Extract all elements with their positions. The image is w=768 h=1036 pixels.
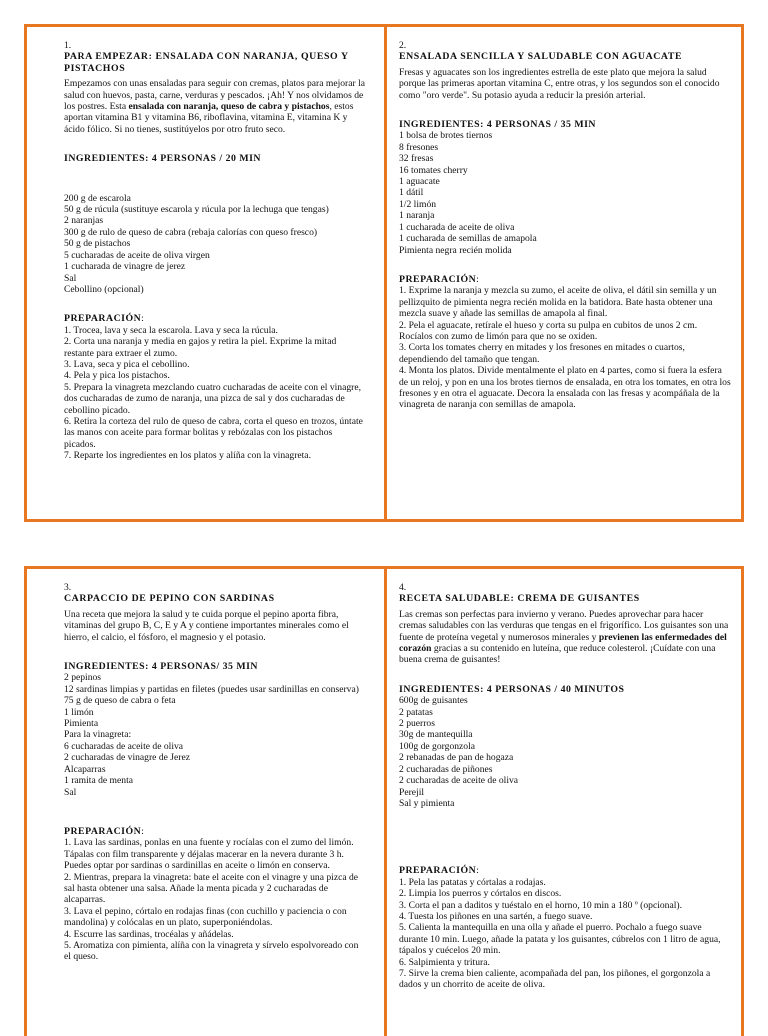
list-item: Alcaparras (64, 763, 106, 775)
recipe-card-bottom (24, 566, 744, 1036)
list-item: 4. Monta los platos. Divide mentalmente el plato en 4 partes, como si fuera la esfera de un reloj, y pon en una los brotes tiernos de ensalada, en otra los tomates, en otra los fresones y en otra el aguacate. Decora la ensalada con las fresas y acompáñala de la vinagreta de naranja con semillas de amapola. (399, 365, 731, 411)
list-item: 2 pepinos (64, 672, 102, 684)
intro-highlight: ensalada con naranja, queso de cabra y pistachos (128, 101, 330, 113)
preparation-heading: PREPARACIÓN: (64, 825, 145, 837)
recipe-title: CARPACCIO DE PEPINO CON SARDINAS (64, 593, 275, 605)
recipe-number: 4. (399, 582, 407, 593)
recipe-number: 2. (399, 40, 407, 51)
recipe-title: PARA EMPEZAR: ENSALADA CON NARANJA, QUESO Y PISTACHOS (64, 51, 349, 74)
list-item: 1 limón (64, 706, 94, 718)
list-item: 2 patatas (399, 706, 433, 718)
recipe-1 (27, 27, 384, 462)
list-item: 300 g de rulo de queso de cabra (rebaja calorías con queso fresco) (64, 226, 318, 238)
list-item: 5. Aromatiza con pimienta, alíña con la vinagreta y sírvelo espolvoreado con el queso. (64, 939, 359, 963)
list-item: 200 g de escarola (64, 192, 131, 204)
recipe-title: RECETA SALUDABLE: CREMA DE GUISANTES (399, 593, 640, 605)
list-item: 2. Corta una naranja y media en gajos y retira la piel. Exprime la mitad restante para extraer el zumo. (64, 336, 337, 359)
recipe-4 (387, 569, 741, 991)
list-item: 2 naranjas (64, 215, 104, 227)
ingredients-list (399, 695, 731, 809)
list-item: 600g de guisantes (399, 695, 468, 707)
preparation-heading: PREPARACIÓN: (399, 865, 480, 877)
list-item: 1 cucharada de semillas de amapola (399, 233, 537, 245)
list-item: 5. Prepara la vinagreta mezclando cuatro cucharadas de aceite con el vinagre, dos cucharadas de zumo de naranja, una pizca de sal y dos cucharadas de cebollino picado. (64, 381, 361, 416)
list-item: 2. Mientras, prepara la vinagreta: bate el aceite con el vinagre y una pizca de sal hasta obtener una salsa. Añade la menta picada y 2 cucharadas de alcaparras. (64, 871, 359, 906)
list-item: 30g de mantequilla (399, 729, 473, 741)
list-item: 1 ramita de menta (64, 775, 133, 787)
list-item: 2 cucharadas de vinagre de Jerez (64, 752, 190, 764)
list-item: 3. Corta los tomates cherry en mitades y los fresones en mitades o cuartos, dependiendo del tamaño que tengan. (399, 342, 685, 365)
list-item: Sal y pimienta (399, 797, 455, 809)
list-item: Sal (64, 786, 77, 798)
preparation-heading: PREPARACIÓN: (64, 313, 145, 325)
list-item: 4. Escurre las sardinas, trocéalas y añádelas. (64, 928, 234, 940)
list-item: 3. Corta el pan a daditos y tuéstalo en el horno, 10 min a 180 º (opcional). (399, 899, 682, 911)
recipe-3 (27, 569, 384, 963)
list-item: 6. Salpimienta y tritura. (399, 956, 490, 968)
list-item: 1/2 limón (399, 198, 437, 210)
ingredients-list (64, 193, 366, 296)
list-item: 4. Tuesta los piñones en una sartén, a fuego suave. (399, 910, 593, 922)
list-item: 2. Pela el aguacate, retírale el hueso y corta su pulpa en cubitos de unos 2 cm. Rocíalos con zumo de limón para que no se oxiden. (399, 319, 698, 342)
recipe-intro: Empezamos con unas ensaladas para seguir con cremas, platos para mejorar la salud con huevos, pasta, carne, verduras y pescados. ¡Ah! Y nos olvidamos de los postres. Esta ensalada con naranja, queso de cabra y pistachos, estos aportan vitamina B1 y vitamina B6, riboflavina, vitamina E, vitamina K y ácido fólico. Si no tienes, sustitúyelos por otro fruto seco. (64, 78, 366, 135)
list-item: 16 tomates cherry (399, 164, 468, 176)
list-item: 4. Pela y pica los pistachos. (64, 370, 170, 382)
list-item: 1. Trocea, lava y seca la escarola. Lava y seca la rúcula. (64, 324, 278, 336)
list-item: 1 bolsa de brotes tiernos (399, 130, 493, 142)
list-item: 5 cucharadas de aceite de oliva virgen (64, 249, 210, 261)
recipe-number: 3. (64, 582, 72, 593)
list-item: 6 cucharadas de aceite de oliva (64, 740, 184, 752)
list-item: Sal (64, 272, 77, 284)
recipe-number: 1. (64, 40, 72, 51)
list-item: 7. Sirve la crema bien caliente, acompañada del pan, los piñones, el gorgonzola a dados y un chorrito de aceite de oliva. (399, 967, 711, 991)
preparation-heading: PREPARACIÓN: (399, 273, 480, 285)
list-item: 32 fresas (399, 153, 434, 165)
intro-highlight: previenen las enfermedades del corazón (399, 631, 727, 655)
list-item: Cebollino (opcional) (64, 283, 144, 295)
ingredients-list (399, 130, 731, 255)
list-item: 2 cucharadas de aceite de oliva (399, 775, 519, 787)
recipe-intro: Las cremas son perfectas para invierno y verano. Puedes aprovechar para hacer cremas saludables con las verduras que tengas en el frigorífico. Los guisantes son una fuente de proteína vegetal y numerosos minerales y previenen las enfermedades del corazón gracias a su contenido en luteína, que reduce colesterol. ¡Cuídate con una buena crema de guisantes! (399, 608, 729, 666)
list-item: 1 naranja (399, 210, 435, 222)
list-item: Perejil (399, 786, 425, 798)
list-item: 50 g de rúcula (sustituye escarola y rúcula por la lechuga que tengas) (64, 204, 329, 216)
list-item: Para la vinagreta: (64, 729, 132, 741)
recipe-2 (387, 27, 741, 411)
recipe-card-top (24, 24, 744, 522)
list-item: 7. Reparte los ingredientes en los platos y alíña con la vinagreta. (64, 450, 311, 462)
list-item: 1 dátil (399, 187, 424, 199)
preparation-steps (399, 285, 731, 410)
preparation-steps (64, 325, 366, 462)
list-item: 1. Pela las patatas y córtalas a rodajas. (399, 876, 546, 888)
list-item: 75 g de queso de cabra o feta (64, 695, 176, 707)
recipe-intro: Fresas y aguacates son los ingredientes estrella de este plato que mejora la salud porque las primeras aportan vitamina C, entre otras, y los segundos son el conocido como "oro verde". Su potasio ayuda a reducir la presión arterial. (399, 66, 720, 101)
list-item: 1 cucharada de vinagre de jerez (64, 261, 186, 273)
list-item: Pimienta negra recién molida (399, 244, 512, 256)
list-item: 2 puerros (399, 718, 435, 730)
list-item: 6. Retira la corteza del rulo de queso de cabra, corta el queso en trozos, úntate las manos con aceite para formar bolitas y rebózalas con los pistachos picados. (64, 415, 363, 450)
list-item: 3. Lava, seca y pica el cebollino. (64, 358, 190, 370)
ingredients-heading: INGREDIENTES: 4 PERSONAS / 35 MIN (399, 119, 596, 131)
ingredients-heading: INGREDIENTES: 4 PERSONAS/ 35 MIN (64, 661, 259, 673)
ingredients-heading: INGREDIENTES: 4 PERSONAS / 40 MINUTOS (399, 683, 625, 695)
list-item: 1. Exprime la naranja y mezcla su zumo, el aceite de oliva, el dátil sin semilla y un pellizquito de pimienta negra recién molida en la batidora. Bate hasta obtener una mezcla suave y añade las semillas de amapola al final. (399, 285, 717, 320)
list-item: 1 cucharada de aceite de oliva (399, 221, 515, 233)
list-item: 100g de gorgonzola (399, 740, 476, 752)
recipe-title: ENSALADA SENCILLA Y SALUDABLE CON AGUACATE (399, 51, 683, 63)
list-item: Pimienta (64, 718, 99, 730)
list-item: 2. Limpia los puerros y córtalos en discos. (399, 888, 562, 900)
recipe-intro: Una receta que mejora la salud y te cuida porque el pepino aporta fibra, vitaminas del grupo B, C, E y A y contiene importantes minerales como el hierro, el calcio, el fósforo, el magnesio y el potasio. (64, 608, 349, 643)
ingredients-list (64, 672, 366, 797)
list-item: 1. Lava las sardinas, ponlas en una fuente y rocíalas con el zumo del limón. Tápalas con film transparente y déjalas macerar en la nevera durante 3 h. Puedes optar por sardinas o sardinillas en aceite o limón en conserva. (64, 837, 354, 872)
list-item: 12 sardinas limpias y partidas en filetes (puedes usar sardinillas en conserva) (64, 683, 359, 695)
list-item: 2 rebanadas de pan de hogaza (399, 752, 514, 764)
preparation-steps (64, 837, 366, 962)
list-item: 2 cucharadas de piñones (399, 763, 493, 775)
list-item: 3. Lava el pepino, córtalo en rodajas finas (con cuchillo y paciencia o con mandolina) y colócalas en un plato, superponiéndolas. (64, 905, 347, 929)
list-item: 5. Calienta la mantequilla en una olla y añade el puerro. Pochalo a fuego suave durante 10 min. Luego, añade la patata y los guisantes, cúbrelos con 1 litro de agua, tápalos y cuécelos 20 min. (399, 922, 721, 957)
list-item: 8 fresones (399, 141, 439, 153)
list-item: 50 g de pistachos (64, 238, 131, 250)
ingredients-heading: INGREDIENTES: 4 PERSONAS / 20 MIN (64, 153, 261, 165)
preparation-steps (399, 877, 731, 991)
list-item: 1 aguacate (399, 176, 440, 188)
